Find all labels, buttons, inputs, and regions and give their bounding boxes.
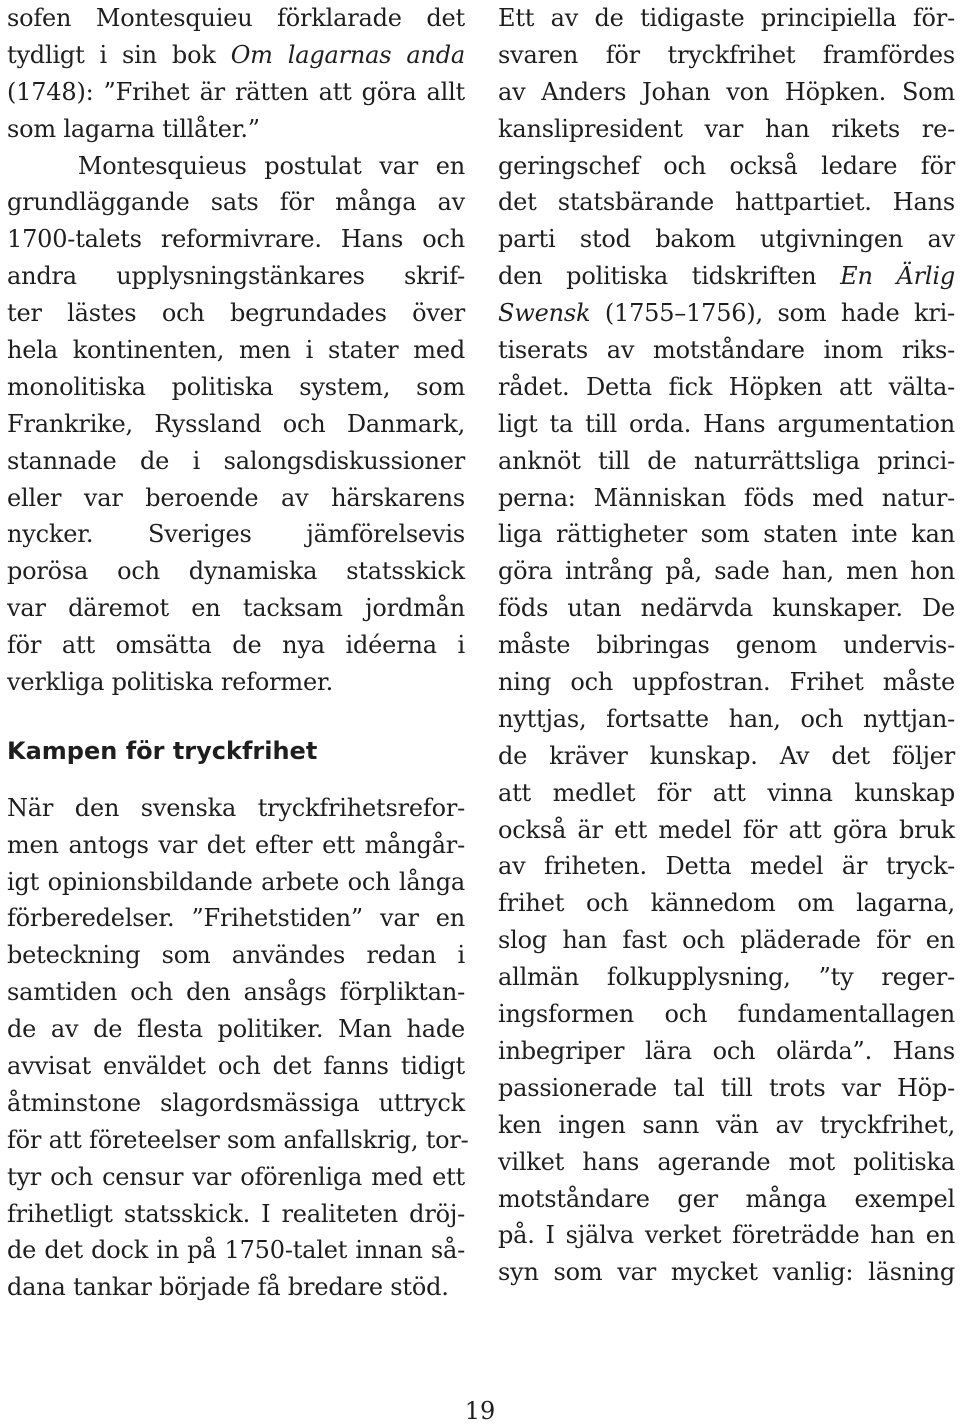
paragraph-tryckfrihet <box>7 790 469 1306</box>
right-column <box>498 0 955 1291</box>
text-line: hela kontinenten, men i stater med <box>7 336 465 365</box>
text-line: men antogs var det efter ett mångår- <box>7 830 465 859</box>
text-line: verkliga politiska reformer. <box>7 668 334 697</box>
text-line: göra intrång på, sade han, men hon <box>498 557 955 586</box>
text-line: tydligt i sin bok Om lagarnas anda <box>7 40 466 69</box>
text-line: andra upplysningstänkares skrif- <box>7 262 465 291</box>
text-line: monolitiska politiska system, som <box>7 372 465 401</box>
text-line: motståndare ger många exempel <box>498 1184 955 1213</box>
text-line: grundläggande sats för många av <box>7 188 465 217</box>
text-line: geringschef och också ledare för <box>498 151 955 180</box>
text-line: av friheten. Detta medel är tryck- <box>498 852 955 881</box>
text-line: svaren för tryckfrihet framfördes <box>498 40 955 69</box>
text-line: det statsbärande hattpartiet. Hans <box>498 188 955 217</box>
text-line: för att omsätta de nya idéerna i <box>7 631 465 660</box>
text-line: tyr och censur var oförenliga med ett <box>7 1162 465 1191</box>
text-line: vilket hans agerande mot politiska <box>498 1147 955 1176</box>
text-line: nyttjas, fortsatte han, och nyttjan- <box>498 704 955 733</box>
text-line: på. I själva verket företrädde han en <box>498 1221 955 1250</box>
text-line: Ett av de tidigaste principiella för- <box>498 4 955 32</box>
paragraph-hopken <box>498 0 955 1291</box>
text-line: stannade de i salongsdiskussioner <box>7 446 465 475</box>
text-line: porösa och dynamiska statsskick <box>7 557 465 586</box>
text-line: de kräver kunskap. Av det följer <box>498 741 955 770</box>
text-line: (1748): ”Frihet är rätten att göra allt <box>7 77 465 106</box>
text-line: beteckning som användes redan i <box>7 941 465 970</box>
section-heading: Kampen för tryckfrihet <box>7 736 318 765</box>
text-line: anknöt till de naturrättsliga princi- <box>498 446 955 475</box>
italic-title: En Ärlig <box>840 262 955 291</box>
text-line: allmän folkupplysning, ”ty reger- <box>498 963 955 992</box>
paragraph-intro <box>7 0 465 148</box>
text-line: måste bibringas genom undervis- <box>498 631 955 660</box>
text-line: också är ett medel för att göra bruk <box>498 815 955 844</box>
italic-title: Swensk <box>498 299 591 328</box>
left-column <box>7 0 469 1306</box>
text-line: rådet. Detta fick Höpken att välta- <box>498 372 955 401</box>
text-line: de det dock in på 1750-talet innan så- <box>7 1236 465 1265</box>
text-line: syn som var mycket vanlig: läsning <box>498 1258 955 1287</box>
text-line: sofen Montesquieu förklarade det <box>7 4 465 32</box>
text-line: föds utan nedärvda kunskaper. De <box>498 594 955 623</box>
text-line: var däremot en tacksam jordmån <box>7 594 465 623</box>
text-line: Montesquieus postulat var en <box>7 151 465 180</box>
text-line: nycker. Sveriges jämförelsevis <box>7 520 465 549</box>
text-line: avvisat enväldet och det fanns tidigt <box>7 1051 465 1080</box>
text-line: åtminstone slagordsmässiga uttryck <box>7 1088 465 1117</box>
text-line: Frankrike, Ryssland och Danmark, <box>7 409 465 438</box>
text-line: 1700-talets reformivrare. Hans och <box>7 225 465 254</box>
page-number: 19 <box>464 1397 496 1425</box>
text-line: eller var beroende av härskarens <box>7 483 465 512</box>
text-line: den politiska tidskriften En Ärlig <box>498 262 955 291</box>
text-line: parti stod bakom utgivningen av <box>498 225 955 254</box>
text-line: dana tankar började få bredare stöd. <box>7 1273 449 1302</box>
text-line: ligt ta till orda. Hans argumentation <box>498 409 955 438</box>
text-line: perna: Människan föds med natur- <box>498 483 955 512</box>
italic-title: Om lagarnas anda <box>230 40 466 69</box>
text-line: ken ingen sann vän av tryckfrihet, <box>498 1110 955 1139</box>
paragraph-montesquieu <box>7 148 465 701</box>
text-line: passionerade tal till trots var Höp- <box>498 1073 955 1102</box>
text-line: ning och uppfostran. Frihet måste <box>498 668 955 697</box>
text-line: När den svenska tryckfrihetsrefor- <box>7 793 465 822</box>
text-line: av Anders Johan von Höpken. Som <box>498 77 955 106</box>
text-line: de av de flesta politiker. Man hade <box>7 1015 465 1044</box>
text-line: frihet och kännedom om lagarna, <box>498 889 955 918</box>
text-line: ter lästes och begrundades över <box>7 299 465 328</box>
text-line: samtiden och den ansågs förpliktan- <box>7 978 465 1007</box>
text-line: igt opinionsbildande arbete och långa <box>7 867 465 896</box>
text-line: slog han fast och pläderade för en <box>498 926 955 955</box>
text-line: för att företeelser som anfallskrig, tor- <box>7 1125 469 1154</box>
text-line: liga rättigheter som staten inte kan <box>498 520 955 549</box>
text-line: att medlet för att vinna kunskap <box>498 778 955 807</box>
text-line: tiserats av motståndare inom riks- <box>498 336 955 365</box>
text-line: ingsformen och fundamentallagen <box>498 1000 955 1029</box>
text-line: Swensk (1755–1756), som hade kri- <box>498 299 955 328</box>
text-line: inbegriper lära och olärda”. Hans <box>498 1036 955 1065</box>
text-line: kanslipresident var han rikets re- <box>498 114 955 143</box>
text-line: som lagarna tillåter.” <box>7 114 260 143</box>
text-line: frihetligt statsskick. I realiteten dröj- <box>7 1199 465 1228</box>
text-line: förberedelser. ”Frihetstiden” var en <box>7 904 465 933</box>
